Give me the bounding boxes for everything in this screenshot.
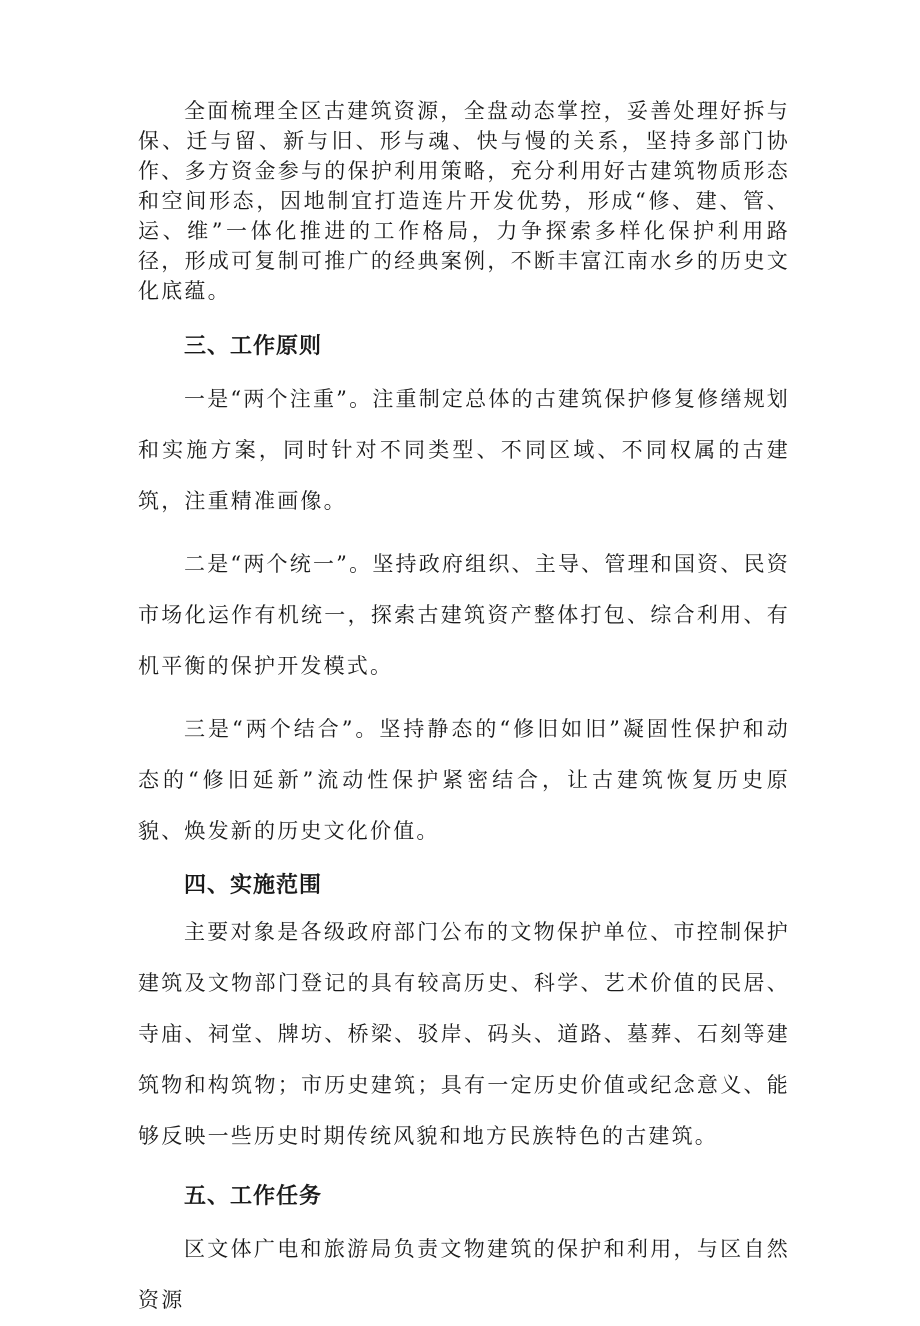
- principle-paragraph-1: 一是“两个注重”。注重制定总体的古建筑保护修复修缮规划和实施方案，同时针对不同类型、不同区域、不同权属的古建筑，注重精准画像。: [138, 387, 790, 513]
- scope-paragraph: 主要对象是各级政府部门公布的文物保护单位、市控制保护建筑及文物部门登记的具有较高历史、科学、艺术价值的民居、寺庙、祠堂、牌坊、桥梁、驳岸、码头、道路、墓葬、石刻等建筑物和构筑物；市历史建筑；具有一定历史价值或纪念意义、能够反映一些历史时期传统风貌和地方民族特色的古建筑。: [138, 920, 790, 1148]
- section-4-heading: 四、实施范围: [184, 873, 323, 898]
- principle-paragraph-3: 三是“两个结合”。坚持静态的“修旧如旧”凝固性保护和动态的“修旧延新”流动性保护紧密结合，让古建筑恢复历史原貌、焕发新的历史文化价值。: [138, 717, 790, 843]
- section-5-heading: 五、工作任务: [184, 1184, 323, 1209]
- section-3-heading: 三、工作原则: [184, 334, 323, 359]
- principle-paragraph-2: 二是“两个统一”。坚持政府组织、主导、管理和国资、民资市场化运作有机统一，探索古建筑资产整体打包、综合利用、有机平衡的保护开发模式。: [138, 552, 790, 678]
- tasks-paragraph: 区文体广电和旅游局负责文物建筑的保护和利用，与区自然资源: [138, 1237, 790, 1312]
- document-page: [138, 96, 790, 1326]
- intro-paragraph: 全面梳理全区古建筑资源，全盘动态掌控，妥善处理好拆与保、迁与留、新与旧、形与魂、快与慢的关系，坚持多部门协作、多方资金参与的保护利用策略，充分利用好古建筑物质形态和空间形态，因地制宜打造连片开发优势，形成“修、建、管、运、维”一体化推进的工作格局，力争探索多样化保护利用路径，形成可复制可推广的经典案例，不断丰富江南水乡的历史文化底蕴。: [138, 99, 790, 303]
